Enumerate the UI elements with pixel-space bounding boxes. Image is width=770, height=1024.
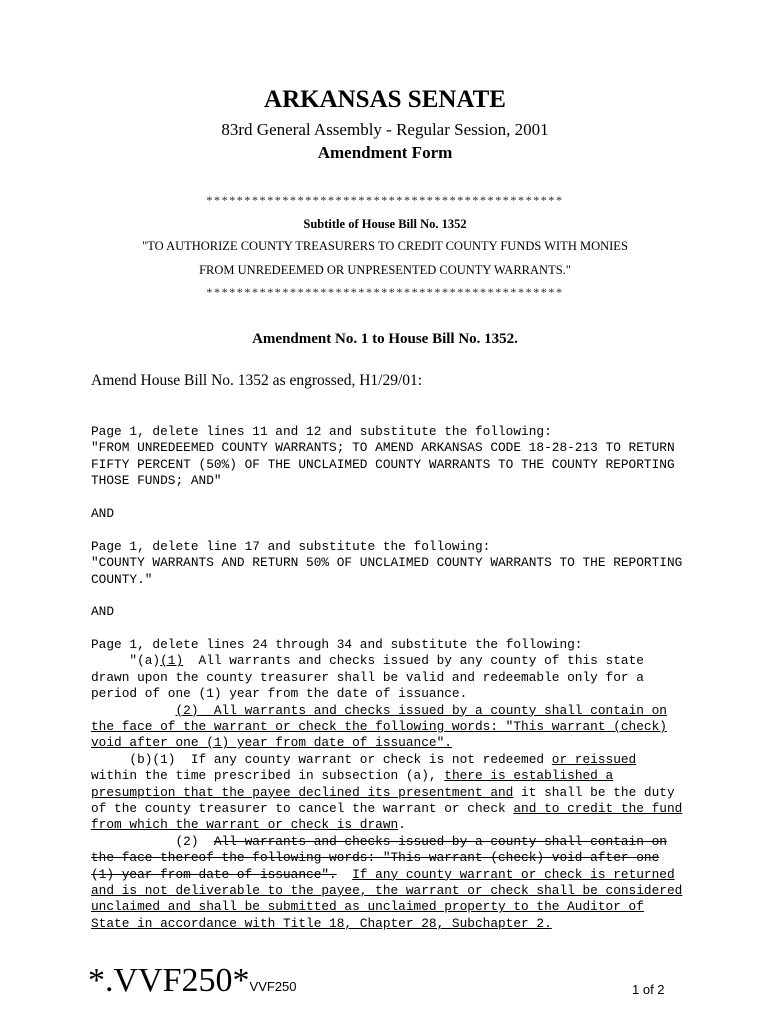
inserted-text: presumption that the payee declined its presentment and bbox=[91, 784, 514, 800]
body-line bbox=[91, 653, 691, 669]
body-text: AND bbox=[91, 604, 115, 620]
star-divider-bottom: *********************************************** bbox=[206, 285, 564, 299]
body-text bbox=[91, 703, 175, 718]
inserted-text: or reissued bbox=[551, 751, 637, 767]
body-text bbox=[337, 867, 352, 882]
body-line bbox=[91, 735, 691, 751]
body-text: Page 1, delete lines 11 and 12 and substitute the following: bbox=[91, 424, 552, 439]
body-line bbox=[91, 768, 691, 784]
body-text: period of one (1) year from the date of issuance. bbox=[91, 686, 468, 702]
body-line bbox=[91, 506, 691, 522]
inserted-text: (2) All warrants and checks issued by a county shall contain on bbox=[175, 702, 667, 718]
body-text: AND bbox=[91, 505, 115, 521]
bill-title-line-2: FROM UNREDEEMED OR UNPRESENTED COUNTY WARRANTS." bbox=[199, 263, 571, 277]
body-line bbox=[91, 834, 691, 850]
body-line bbox=[91, 867, 691, 883]
body-line bbox=[91, 752, 691, 768]
document-title: ARKANSAS SENATE bbox=[264, 86, 506, 113]
body-text: "(a) bbox=[91, 653, 161, 669]
body-line bbox=[91, 621, 691, 637]
body-line bbox=[91, 588, 691, 604]
inserted-text: and to credit the fund bbox=[513, 800, 683, 816]
body-line bbox=[91, 457, 691, 473]
form-name: Amendment Form bbox=[317, 143, 453, 162]
body-text: "FROM UNREDEEMED COUNTY WARRANTS; TO AMEND ARKANSAS CODE 18-28-213 TO RETURN bbox=[91, 440, 675, 456]
body-text: THOSE FUNDS; AND" bbox=[91, 473, 222, 489]
body-line bbox=[91, 850, 691, 866]
body-line bbox=[91, 572, 691, 588]
document-code-small: VVF250 bbox=[249, 979, 297, 994]
body-text: . bbox=[398, 817, 406, 833]
deleted-text: the face thereof the following words: "This warrant (check) void after one bbox=[91, 850, 660, 866]
body-line bbox=[91, 490, 691, 506]
body-text: All warrants and checks issued by any county of this state bbox=[183, 653, 644, 669]
body-line bbox=[91, 637, 691, 653]
body-line bbox=[91, 522, 691, 538]
document-code-large: *.VVF250* bbox=[88, 962, 250, 999]
body-line bbox=[91, 899, 691, 915]
session-line: 83rd General Assembly - Regular Session, 2001 bbox=[221, 120, 549, 139]
inserted-text: void after one (1) year from date of issuance". bbox=[91, 735, 452, 751]
body-line bbox=[91, 916, 691, 932]
body-line bbox=[91, 801, 691, 817]
inserted-text: from which the warrant or check is drawn bbox=[91, 817, 399, 833]
deleted-text: All warrants and checks issued by a county shall contain on bbox=[213, 833, 667, 849]
deleted-text: (1) year from date of issuance". bbox=[91, 866, 337, 882]
body-text: COUNTY." bbox=[91, 571, 153, 587]
body-line bbox=[91, 686, 691, 702]
body-text: Page 1, delete lines 24 through 34 and substitute the following: bbox=[91, 637, 583, 653]
body-line bbox=[91, 670, 691, 686]
body-text: it shall be the duty bbox=[513, 784, 675, 800]
body-line bbox=[91, 817, 691, 833]
body-text: within the time prescribed in subsection (a), bbox=[91, 768, 445, 784]
body-text: (2) bbox=[91, 833, 214, 849]
inserted-text: If any county warrant or check is returned bbox=[352, 866, 675, 882]
page-indicator: 1 of 2 bbox=[632, 982, 665, 997]
amendment-number-heading: Amendment No. 1 to House Bill No. 1352. bbox=[252, 331, 518, 347]
body-text: "COUNTY WARRANTS AND RETURN 50% OF UNCLAIMED COUNTY WARRANTS TO THE REPORTING bbox=[91, 555, 683, 571]
body-line bbox=[91, 719, 691, 735]
bill-title-line-1: "TO AUTHORIZE COUNTY TREASURERS TO CREDIT COUNTY FUNDS WITH MONIES bbox=[142, 239, 628, 253]
body-text: FIFTY PERCENT (50%) OF THE UNCLAIMED COUNTY WARRANTS TO THE COUNTY REPORTING bbox=[91, 456, 675, 472]
body-line bbox=[91, 555, 691, 571]
body-text: (b)(1) If any county warrant or check is not redeemed bbox=[91, 751, 552, 767]
amend-instruction: Amend House Bill No. 1352 as engrossed, H1/29/01: bbox=[91, 372, 423, 389]
inserted-text: the face of the warrant or check the following words: "This warrant (check) bbox=[91, 719, 667, 735]
inserted-text: and is not deliverable to the payee, the warrant or check shall be considered bbox=[91, 882, 683, 898]
body-line bbox=[91, 883, 691, 899]
star-divider-top: *********************************************** bbox=[206, 193, 564, 207]
body-text: Page 1, delete line 17 and substitute the following: bbox=[91, 538, 491, 554]
body-line bbox=[91, 440, 691, 456]
body-text: of the county treasurer to cancel the warrant or check bbox=[91, 800, 514, 816]
body-line bbox=[91, 785, 691, 801]
document-code bbox=[88, 962, 297, 1000]
body-line bbox=[91, 539, 691, 555]
inserted-text: there is established a bbox=[444, 768, 614, 784]
body-line bbox=[91, 604, 691, 620]
inserted-text: (1) bbox=[160, 653, 184, 669]
inserted-text: State in accordance with Title 18, Chapter 28, Subchapter 2. bbox=[91, 915, 552, 931]
body-line bbox=[91, 424, 691, 440]
inserted-text: unclaimed and shall be submitted as unclaimed property to the Auditor of bbox=[91, 899, 644, 915]
body-line bbox=[91, 703, 691, 719]
body-text: drawn upon the county treasurer shall be valid and redeemable only for a bbox=[91, 669, 644, 685]
amendment-body-text bbox=[91, 424, 691, 932]
subtitle-heading: Subtitle of House Bill No. 1352 bbox=[303, 217, 467, 231]
body-line bbox=[91, 473, 691, 489]
